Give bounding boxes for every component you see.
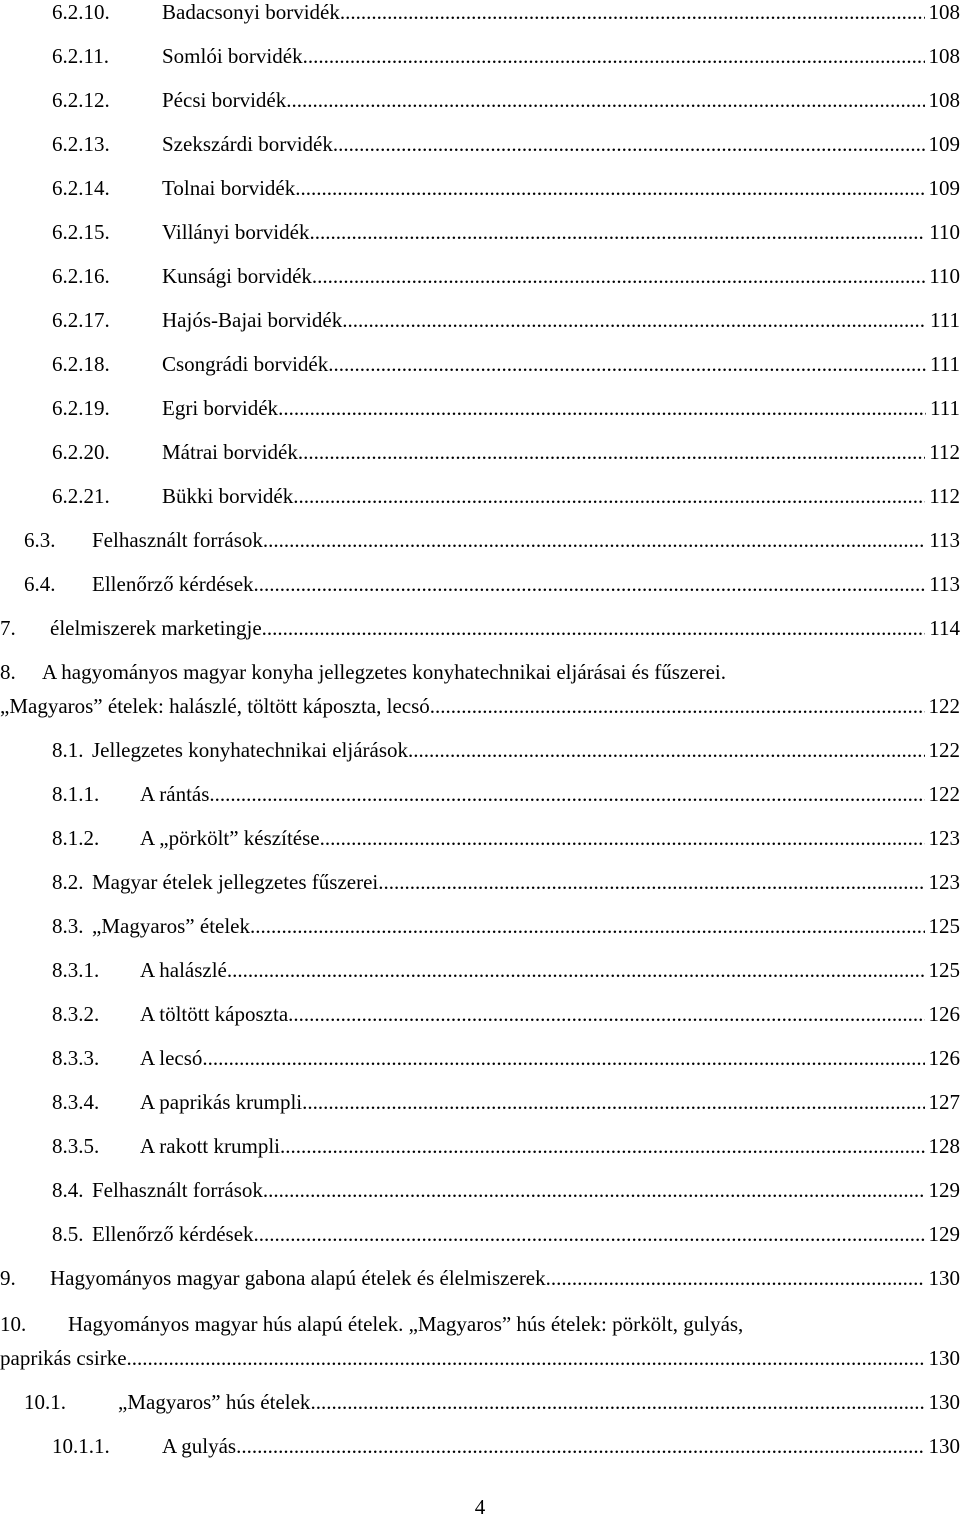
toc-entry-page: 126 [928, 1046, 960, 1070]
toc-entry[interactable] [0, 85, 960, 115]
dot-leader [280, 1131, 925, 1161]
toc-entry-title: Villányi borvidék [162, 220, 310, 244]
toc-entry-page: 130 [928, 1346, 960, 1370]
toc-entry-title: „Magyaros” ételek: halászlé, töltött káposzta, lecsó [0, 694, 430, 718]
toc-entry-title: A paprikás krumpli [140, 1090, 303, 1114]
toc-entry[interactable] [0, 1343, 960, 1373]
toc-entry-number: 8.1.2. [52, 826, 100, 850]
dot-leader [263, 525, 925, 555]
toc-entry-number: 6.2.15. [52, 220, 110, 244]
toc-entry-number: 8.3. [52, 914, 84, 938]
toc-entry-title: A lecsó [140, 1046, 203, 1070]
toc-entry-page: 128 [928, 1134, 960, 1158]
toc-entry-title: Felhasznált források [92, 528, 263, 552]
toc-entry-page: 111 [930, 352, 960, 376]
toc-entry-title: Somlói borvidék [162, 44, 303, 68]
dot-leader [263, 1175, 925, 1205]
toc-entry-title: A hagyományos magyar konyha jellegzetes konyhatechnikai eljárásai és fűszerei. [42, 660, 726, 684]
toc-entry[interactable] [0, 735, 960, 765]
toc-entry-number: 8.1.1. [52, 782, 100, 806]
toc-entry-title: Csongrádi borvidék [162, 352, 329, 376]
dot-leader [303, 41, 925, 71]
toc-entry-title: A rántás [140, 782, 210, 806]
toc-entry-title: A gulyás [162, 1434, 237, 1458]
page-number: 4 [474, 1495, 486, 1519]
dot-leader [298, 437, 925, 467]
toc-entry-number: 10.1. [24, 1390, 66, 1414]
toc-entry-number: 6.3. [24, 528, 56, 552]
toc-entry-page: 130 [928, 1434, 960, 1458]
toc-entry-number: 9. [0, 1266, 16, 1290]
toc-entry-title: Hagyományos magyar gabona alapú ételek és élelmiszerek [50, 1266, 546, 1290]
toc-entry-number: 8.3.3. [52, 1046, 100, 1070]
toc-entry-number: 6.2.12. [52, 88, 110, 112]
toc-entry-page: 127 [928, 1090, 960, 1114]
toc-entry-page: 130 [928, 1266, 960, 1290]
toc-entry-page: 125 [928, 914, 960, 938]
dot-leader [293, 481, 925, 511]
dot-leader [286, 85, 924, 115]
toc-entry-page: 111 [930, 396, 960, 420]
toc-entry-number: 10. [0, 1312, 27, 1336]
dot-leader [328, 349, 926, 379]
toc-entry-number: 8.1. [52, 738, 84, 762]
dot-leader [127, 1343, 925, 1373]
toc-entry-title: Egri borvidék [162, 396, 279, 420]
toc-entry-number: 6.2.10. [52, 0, 110, 24]
toc-entry-number: 6.2.17. [52, 308, 110, 332]
toc-entry-title: Magyar ételek jellegzetes fűszerei [92, 870, 379, 894]
toc-entry-page: 112 [929, 484, 960, 508]
dot-leader [378, 867, 924, 897]
toc-entry-page: 108 [928, 88, 960, 112]
toc-entry-page: 123 [928, 870, 960, 894]
toc-entry-page: 122 [928, 738, 960, 762]
toc-entry[interactable] [0, 911, 960, 941]
toc-entry-title: Jellegzetes konyhatechnikai eljárások [92, 738, 409, 762]
toc-entry-page: 129 [928, 1178, 960, 1202]
toc-entry-page: 129 [928, 1222, 960, 1246]
toc-entry[interactable] [0, 1175, 960, 1205]
dot-leader [236, 1431, 924, 1461]
dot-leader [302, 1087, 924, 1117]
toc-entry[interactable] [0, 1263, 960, 1293]
toc-entry[interactable] [0, 1043, 960, 1073]
toc-entry[interactable] [0, 823, 960, 853]
dot-leader [333, 129, 925, 159]
toc-entry-number: 8.3.5. [52, 1134, 100, 1158]
toc-entry[interactable] [0, 999, 960, 1029]
toc-entry-number: 6.2.19. [52, 396, 110, 420]
toc-entry[interactable] [0, 393, 960, 423]
toc-entry-title: A halászlé [140, 958, 227, 982]
toc-entry-title: Szekszárdi borvidék [162, 132, 333, 156]
toc-entry-page: 112 [929, 440, 960, 464]
toc-entry[interactable] [0, 481, 960, 511]
dot-leader [209, 779, 924, 809]
dot-leader [262, 613, 926, 643]
toc-entry[interactable] [0, 779, 960, 809]
toc-entry-title: Badacsonyi borvidék [162, 0, 340, 24]
toc-entry-title: élelmiszerek marketingje [50, 616, 262, 640]
dot-leader [430, 691, 925, 721]
toc-entry-title: Bükki borvidék [162, 484, 294, 508]
toc-entry[interactable] [0, 349, 960, 379]
toc-entry[interactable] [0, 1219, 960, 1249]
toc-entry-number: 6.4. [24, 572, 56, 596]
toc-entry-page: 123 [928, 826, 960, 850]
toc-entry-page: 113 [929, 528, 960, 552]
toc-entry-number: 8.2. [52, 870, 84, 894]
toc-entry-number: 6.2.11. [52, 44, 109, 68]
dot-leader [254, 569, 926, 599]
toc-entry-title: A töltött káposzta [140, 1002, 289, 1026]
toc-entry-number: 8.4. [52, 1178, 84, 1202]
toc-entry-title: A rakott krumpli [140, 1134, 280, 1158]
toc-entry-page: 108 [928, 44, 960, 68]
toc-entry-number: 8. [0, 660, 16, 684]
dot-leader [340, 0, 925, 27]
toc-entry-title: Ellenőrző kérdések [92, 1222, 254, 1246]
toc-entry-title: Tolnai borvidék [162, 176, 296, 200]
dot-leader [546, 1263, 925, 1293]
dot-leader [278, 393, 926, 423]
dot-leader [250, 911, 924, 941]
toc-entry[interactable] [0, 867, 960, 897]
toc-entry[interactable] [0, 1309, 960, 1339]
toc-entry-title: Felhasznált források [92, 1178, 263, 1202]
toc-entry-page: 114 [929, 616, 960, 640]
toc-entry[interactable] [0, 173, 960, 203]
dot-leader [312, 261, 925, 291]
toc-entry-page: 125 [928, 958, 960, 982]
toc-entry-page: 130 [928, 1390, 960, 1414]
toc-entry-number: 7. [0, 616, 16, 640]
toc-entry[interactable] [0, 129, 960, 159]
toc-entry-title: Mátrai borvidék [162, 440, 298, 464]
toc-entry-number: 6.2.14. [52, 176, 110, 200]
dot-leader [227, 955, 925, 985]
toc-entry-title: Ellenőrző kérdések [92, 572, 254, 596]
toc-entry[interactable] [0, 525, 960, 555]
toc-entry-page: 108 [928, 0, 960, 24]
toc-entry-title: paprikás csirke [0, 1346, 127, 1370]
toc-entry-page: 113 [929, 572, 960, 596]
toc-entry-page: 110 [929, 220, 960, 244]
toc-entry-number: 6.2.18. [52, 352, 110, 376]
dot-leader [408, 735, 924, 765]
dot-leader [254, 1219, 925, 1249]
toc-entry-number: 10.1.1. [52, 1434, 110, 1458]
toc-entry-title: „Magyaros” hús ételek [118, 1390, 311, 1414]
dot-leader [295, 173, 924, 203]
toc-entry-page: 109 [928, 132, 960, 156]
dot-leader [202, 1043, 924, 1073]
dot-leader [288, 999, 924, 1029]
toc-entry[interactable] [0, 569, 960, 599]
toc-entry-title: Hagyományos magyar hús alapú ételek. „Magyaros” hús ételek: pörkölt, gulyás, [68, 1312, 744, 1336]
dot-leader [309, 217, 925, 247]
toc-entry[interactable] [0, 0, 960, 27]
toc-entry-title: Kunsági borvidék [162, 264, 312, 288]
toc-entry[interactable] [0, 955, 960, 985]
dot-leader [342, 305, 926, 335]
toc-entry[interactable] [0, 657, 960, 687]
toc-entry[interactable] [0, 305, 960, 335]
toc-entry-number: 6.2.16. [52, 264, 110, 288]
dot-leader [320, 823, 925, 853]
toc-entry-number: 6.2.20. [52, 440, 110, 464]
toc-entry-page: 122 [928, 782, 960, 806]
toc-entry-page: 111 [930, 308, 960, 332]
toc-entry-page: 126 [928, 1002, 960, 1026]
toc-entry-number: 6.2.21. [52, 484, 110, 508]
toc-entry[interactable] [0, 1387, 960, 1417]
toc-entry-number: 6.2.13. [52, 132, 110, 156]
toc-entry-number: 8.3.2. [52, 1002, 100, 1026]
toc-entry-title: Pécsi borvidék [162, 88, 287, 112]
toc-entry[interactable] [0, 613, 960, 643]
toc-entry[interactable] [0, 437, 960, 467]
toc-entry-page: 110 [929, 264, 960, 288]
toc-entry-number: 8.3.4. [52, 1090, 100, 1114]
toc-entry[interactable] [0, 217, 960, 247]
toc-entry[interactable] [0, 691, 960, 721]
toc-entry-title: A „pörkölt” készítése [140, 826, 320, 850]
toc-entry-title: „Magyaros” ételek [92, 914, 251, 938]
toc-entry[interactable] [0, 1131, 960, 1161]
toc-entry[interactable] [0, 41, 960, 71]
toc-entry[interactable] [0, 1087, 960, 1117]
toc-entry[interactable] [0, 261, 960, 291]
toc-entry-number: 8.5. [52, 1222, 84, 1246]
dot-leader [310, 1387, 924, 1417]
toc-entry-title: Hajós-Bajai borvidék [162, 308, 343, 332]
toc-entry-page: 109 [928, 176, 960, 200]
toc-entry[interactable] [0, 1431, 960, 1461]
toc-entry-page: 122 [928, 694, 960, 718]
toc-entry-number: 8.3.1. [52, 958, 100, 982]
